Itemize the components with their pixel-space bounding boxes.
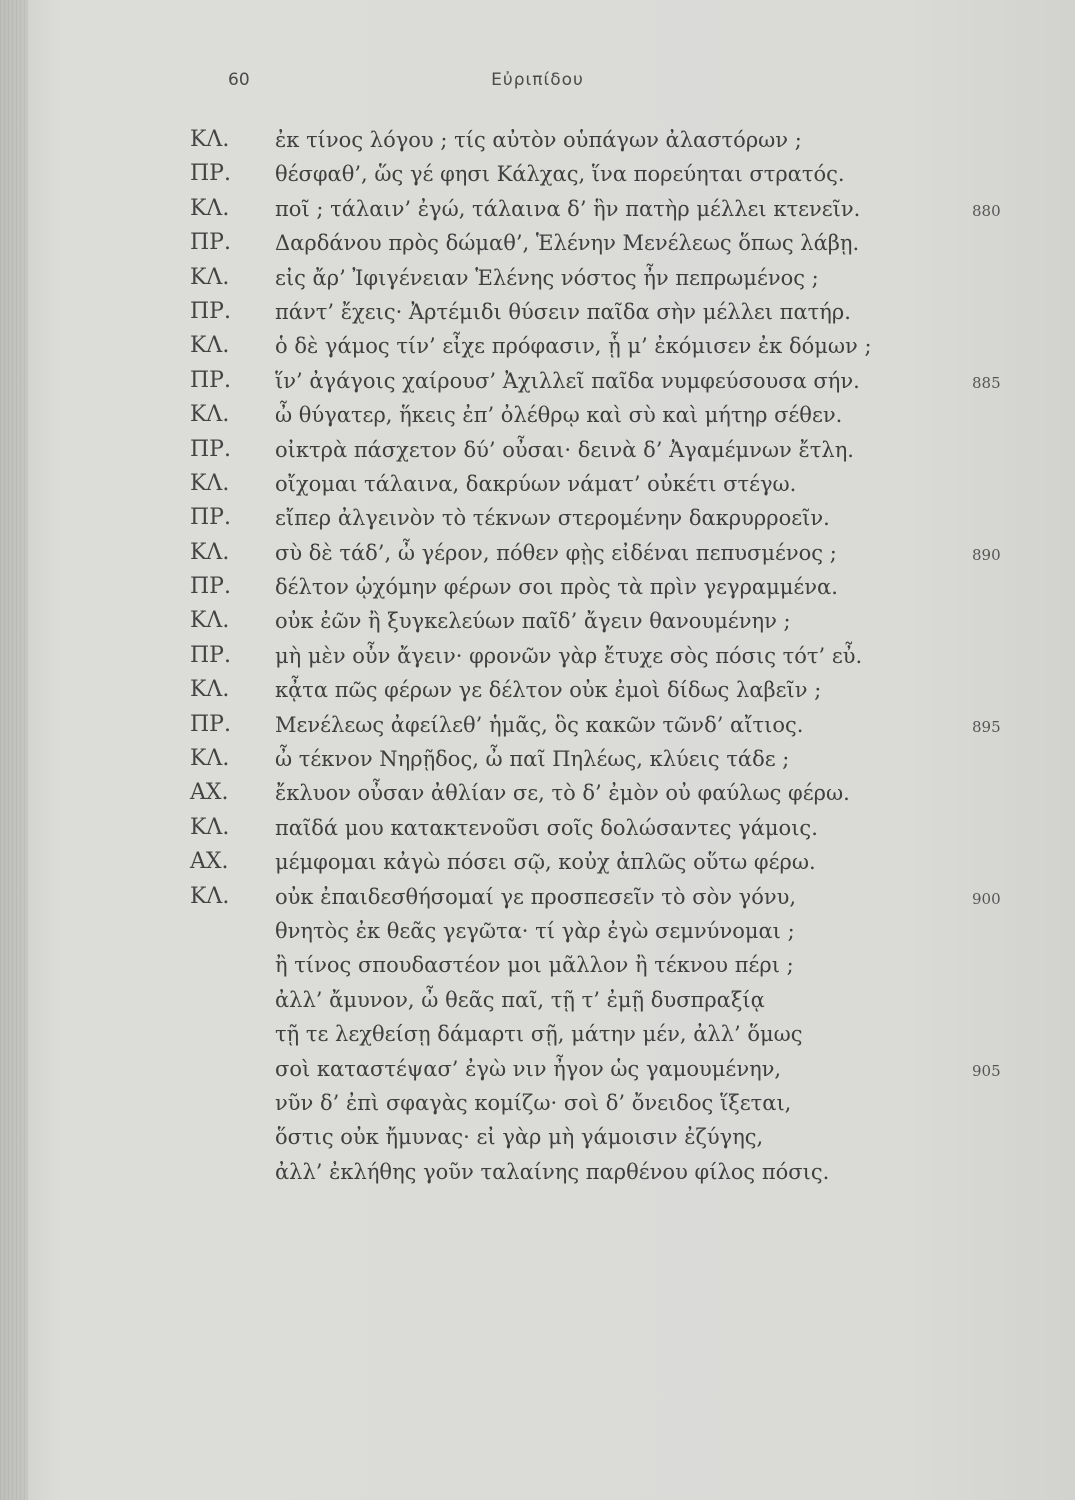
verse-line (0, 368, 1075, 402)
line-number: 895 (972, 717, 1001, 736)
speaker-label: ΚΛ. (190, 746, 230, 772)
speaker-label: ΑΧ. (190, 780, 229, 806)
verse-text-line: ἔκλυον οὖσαν ἀθλίαν σε, τὸ δ’ ἐμὸν οὐ φαύλως φέρω. (275, 781, 850, 806)
verse-text-line: δέλτον ᾠχόμην φέρων σοι πρὸς τὰ πρὶν γεγραμμένα. (275, 575, 838, 600)
line-number: 900 (972, 889, 1001, 908)
verse-line (0, 884, 1075, 918)
verse-text-line: ἀλλ’ ἐκλήθης γοῦν ταλαίνης παρθένου φίλος πόσις. (275, 1159, 830, 1184)
verse-line (0, 230, 1075, 264)
verse-text-line: οἰκτρὰ πάσχετον δύ’ οὖσαι· δεινὰ δ’ Ἀγαμέμνων ἔτλη. (275, 437, 854, 462)
verse-text-line: ἀλλ’ ἄμυνον, ὦ θεᾶς παῖ, τῇ τ’ ἐμῇ δυσπραξίᾳ (275, 987, 765, 1012)
verse-line (0, 127, 1075, 161)
verse-line (0, 265, 1075, 299)
running-head: Εὐριπίδου (491, 70, 584, 90)
line-number: 885 (972, 373, 1001, 392)
verse-text-line: εἴπερ ἀλγεινὸν τὸ τέκνων στερομένην δακρυρροεῖν. (275, 506, 830, 531)
verse-line (0, 952, 1075, 986)
verse-text-line: κᾆτα πῶς φέρων γε δέλτον οὐκ ἐμοὶ δίδως λαβεῖν ; (275, 678, 822, 703)
verse-text-line: θέσφαθ’, ὥς γέ φησι Κάλχας, ἵνα πορεύηται στρατός. (275, 162, 845, 187)
verse-line (0, 987, 1075, 1021)
verse-line (0, 677, 1075, 711)
verse-line (0, 918, 1075, 952)
verse-text-line: νῦν δ’ ἐπὶ σφαγὰς κομίζω· σοὶ δ’ ὄνειδος ἵξεται, (275, 1090, 792, 1115)
speaker-label: ΠΡ. (190, 367, 231, 393)
verse-text-line: οὐκ ἐπαιδεσθήσομαί γε προσπεσεῖν τὸ σὸν γόνυ, (275, 884, 797, 909)
speaker-label: ΠΡ. (190, 161, 231, 187)
verse-text-line: οἴχομαι τάλαινα, δακρύων νάματ’ οὐκέτι στέγω. (275, 471, 797, 496)
speaker-label: ΑΧ. (190, 849, 229, 875)
verse-text-line: Δαρδάνου πρὸς δώμαθ’, Ἑλένην Μενέλεως ὅπως λάβῃ. (275, 231, 860, 256)
speaker-label: ΚΛ. (190, 883, 230, 909)
speaker-label: ΠΡ. (190, 230, 231, 256)
verse-text-line: σοὶ καταστέψασ’ ἐγὼ νιν ἦγον ὡς γαμουμένην, (275, 1056, 782, 1081)
verse-line (0, 608, 1075, 642)
speaker-label: ΚΛ. (190, 814, 230, 840)
verse-line (0, 849, 1075, 883)
verse-text-line: ὦ τέκνον Νηρῇδος, ὦ παῖ Πηλέως, κλύεις τάδε ; (275, 747, 790, 772)
speaker-label: ΠΡ. (190, 711, 231, 737)
verse-text-line: μέμφομαι κἀγὼ πόσει σῷ, κοὐχ ἁπλῶς οὕτω φέρω. (275, 850, 816, 875)
verse-line (0, 299, 1075, 333)
speaker-label: ΚΛ. (190, 470, 230, 496)
verse-line (0, 1090, 1075, 1124)
verse-line (0, 1159, 1075, 1193)
speaker-label: ΚΛ. (190, 195, 230, 221)
speaker-label: ΚΛ. (190, 402, 230, 428)
verse-line (0, 780, 1075, 814)
verse-text (0, 127, 1075, 1193)
verse-text-line: μὴ μὲν οὖν ἄγειν· φρονῶν γὰρ ἔτυχε σὸς πόσις τότ’ εὖ. (275, 643, 863, 668)
verse-line (0, 815, 1075, 849)
verse-text-line: ἐκ τίνος λόγου ; τίς αὐτὸν οὑπάγων ἀλαστόρων ; (275, 128, 802, 152)
speaker-label: ΚΛ. (190, 677, 230, 703)
verse-line (0, 196, 1075, 230)
verse-text-line: ἢ τίνος σπουδαστέον μοι μᾶλλον ἢ τέκνου πέρι ; (275, 953, 794, 978)
verse-line (0, 471, 1075, 505)
verse-line (0, 161, 1075, 195)
speaker-label: ΠΡ. (190, 298, 231, 324)
verse-text-line: Μενέλεως ἀφείλεθ’ ἡμᾶς, ὃς κακῶν τῶνδ’ αἴτιος. (275, 712, 804, 737)
verse-line (0, 1056, 1075, 1090)
verse-text-line: τῇ τε λεχθείσῃ δάμαρτι σῇ, μάτην μέν, ἀλλ’ ὅμως (275, 1022, 803, 1047)
speaker-label: ΠΡ. (190, 505, 231, 531)
verse-text-line: ὦ θύγατερ, ἥκεις ἐπ’ ὀλέθρῳ καὶ σὺ καὶ μήτηρ σέθεν. (275, 403, 843, 428)
verse-line (0, 402, 1075, 436)
speaker-label: ΚΛ. (190, 608, 230, 634)
verse-line (0, 333, 1075, 367)
verse-text-line: οὐκ ἐῶν ἢ ξυγκελεύων παῖδ’ ἄγειν θανουμένην ; (275, 609, 791, 634)
verse-text-line: θνητὸς ἐκ θεᾶς γεγῶτα· τί γὰρ ἐγὼ σεμνύνομαι ; (275, 918, 795, 943)
line-number: 880 (972, 201, 1001, 220)
verse-line (0, 574, 1075, 608)
speaker-label: ΠΡ. (190, 642, 231, 668)
verse-text-line: σὺ δὲ τάδ’, ὦ γέρον, πόθεν φῂς εἰδέναι πεπυσμένος ; (275, 540, 837, 565)
speaker-label: ΚΛ. (190, 333, 230, 359)
line-number: 905 (972, 1061, 1001, 1080)
verse-text-line: παῖδά μου κατακτενοῦσι σοῖς δολώσαντες γάμοις. (275, 815, 818, 840)
verse-text-line: πάντ’ ἔχεις· Ἀρτέμιδι θύσειν παῖδα σὴν μέλλει πατήρ. (275, 299, 851, 324)
verse-line (0, 1021, 1075, 1055)
verse-line (0, 437, 1075, 471)
verse-line (0, 746, 1075, 780)
speaker-label: ΠΡ. (190, 436, 231, 462)
speaker-label: ΚΛ. (190, 264, 230, 290)
verse-text-line: ὅστις οὐκ ἤμυνας· εἰ γὰρ μὴ γάμοισιν ἐζύγης, (275, 1125, 764, 1150)
page-number: 60 (228, 70, 250, 90)
verse-line (0, 712, 1075, 746)
page-header (0, 70, 1075, 100)
verse-line (0, 643, 1075, 677)
speaker-label: ΚΛ. (190, 539, 230, 565)
verse-text-line: ἵν’ ἀγάγοις χαίρουσ’ Ἀχιλλεῖ παῖδα νυμφεύσουσα σήν. (275, 368, 860, 393)
verse-line (0, 540, 1075, 574)
verse-line (0, 505, 1075, 539)
verse-line (0, 1124, 1075, 1158)
speaker-label: ΠΡ. (190, 574, 231, 600)
verse-text-line: εἰς ἄρ’ Ἰφιγένειαν Ἑλένης νόστος ἦν πεπρωμένος ; (275, 265, 819, 290)
verse-text-line: ὁ δὲ γάμος τίν’ εἶχε πρόφασιν, ᾗ μ’ ἐκόμισεν ἐκ δόμων ; (275, 334, 872, 359)
speaker-label: ΚΛ. (190, 127, 230, 152)
verse-text-line: ποῖ ; τάλαιν’ ἐγώ, τάλαινα δ’ ἣν πατὴρ μέλλει κτενεῖν. (275, 196, 861, 221)
line-number: 890 (972, 545, 1001, 564)
